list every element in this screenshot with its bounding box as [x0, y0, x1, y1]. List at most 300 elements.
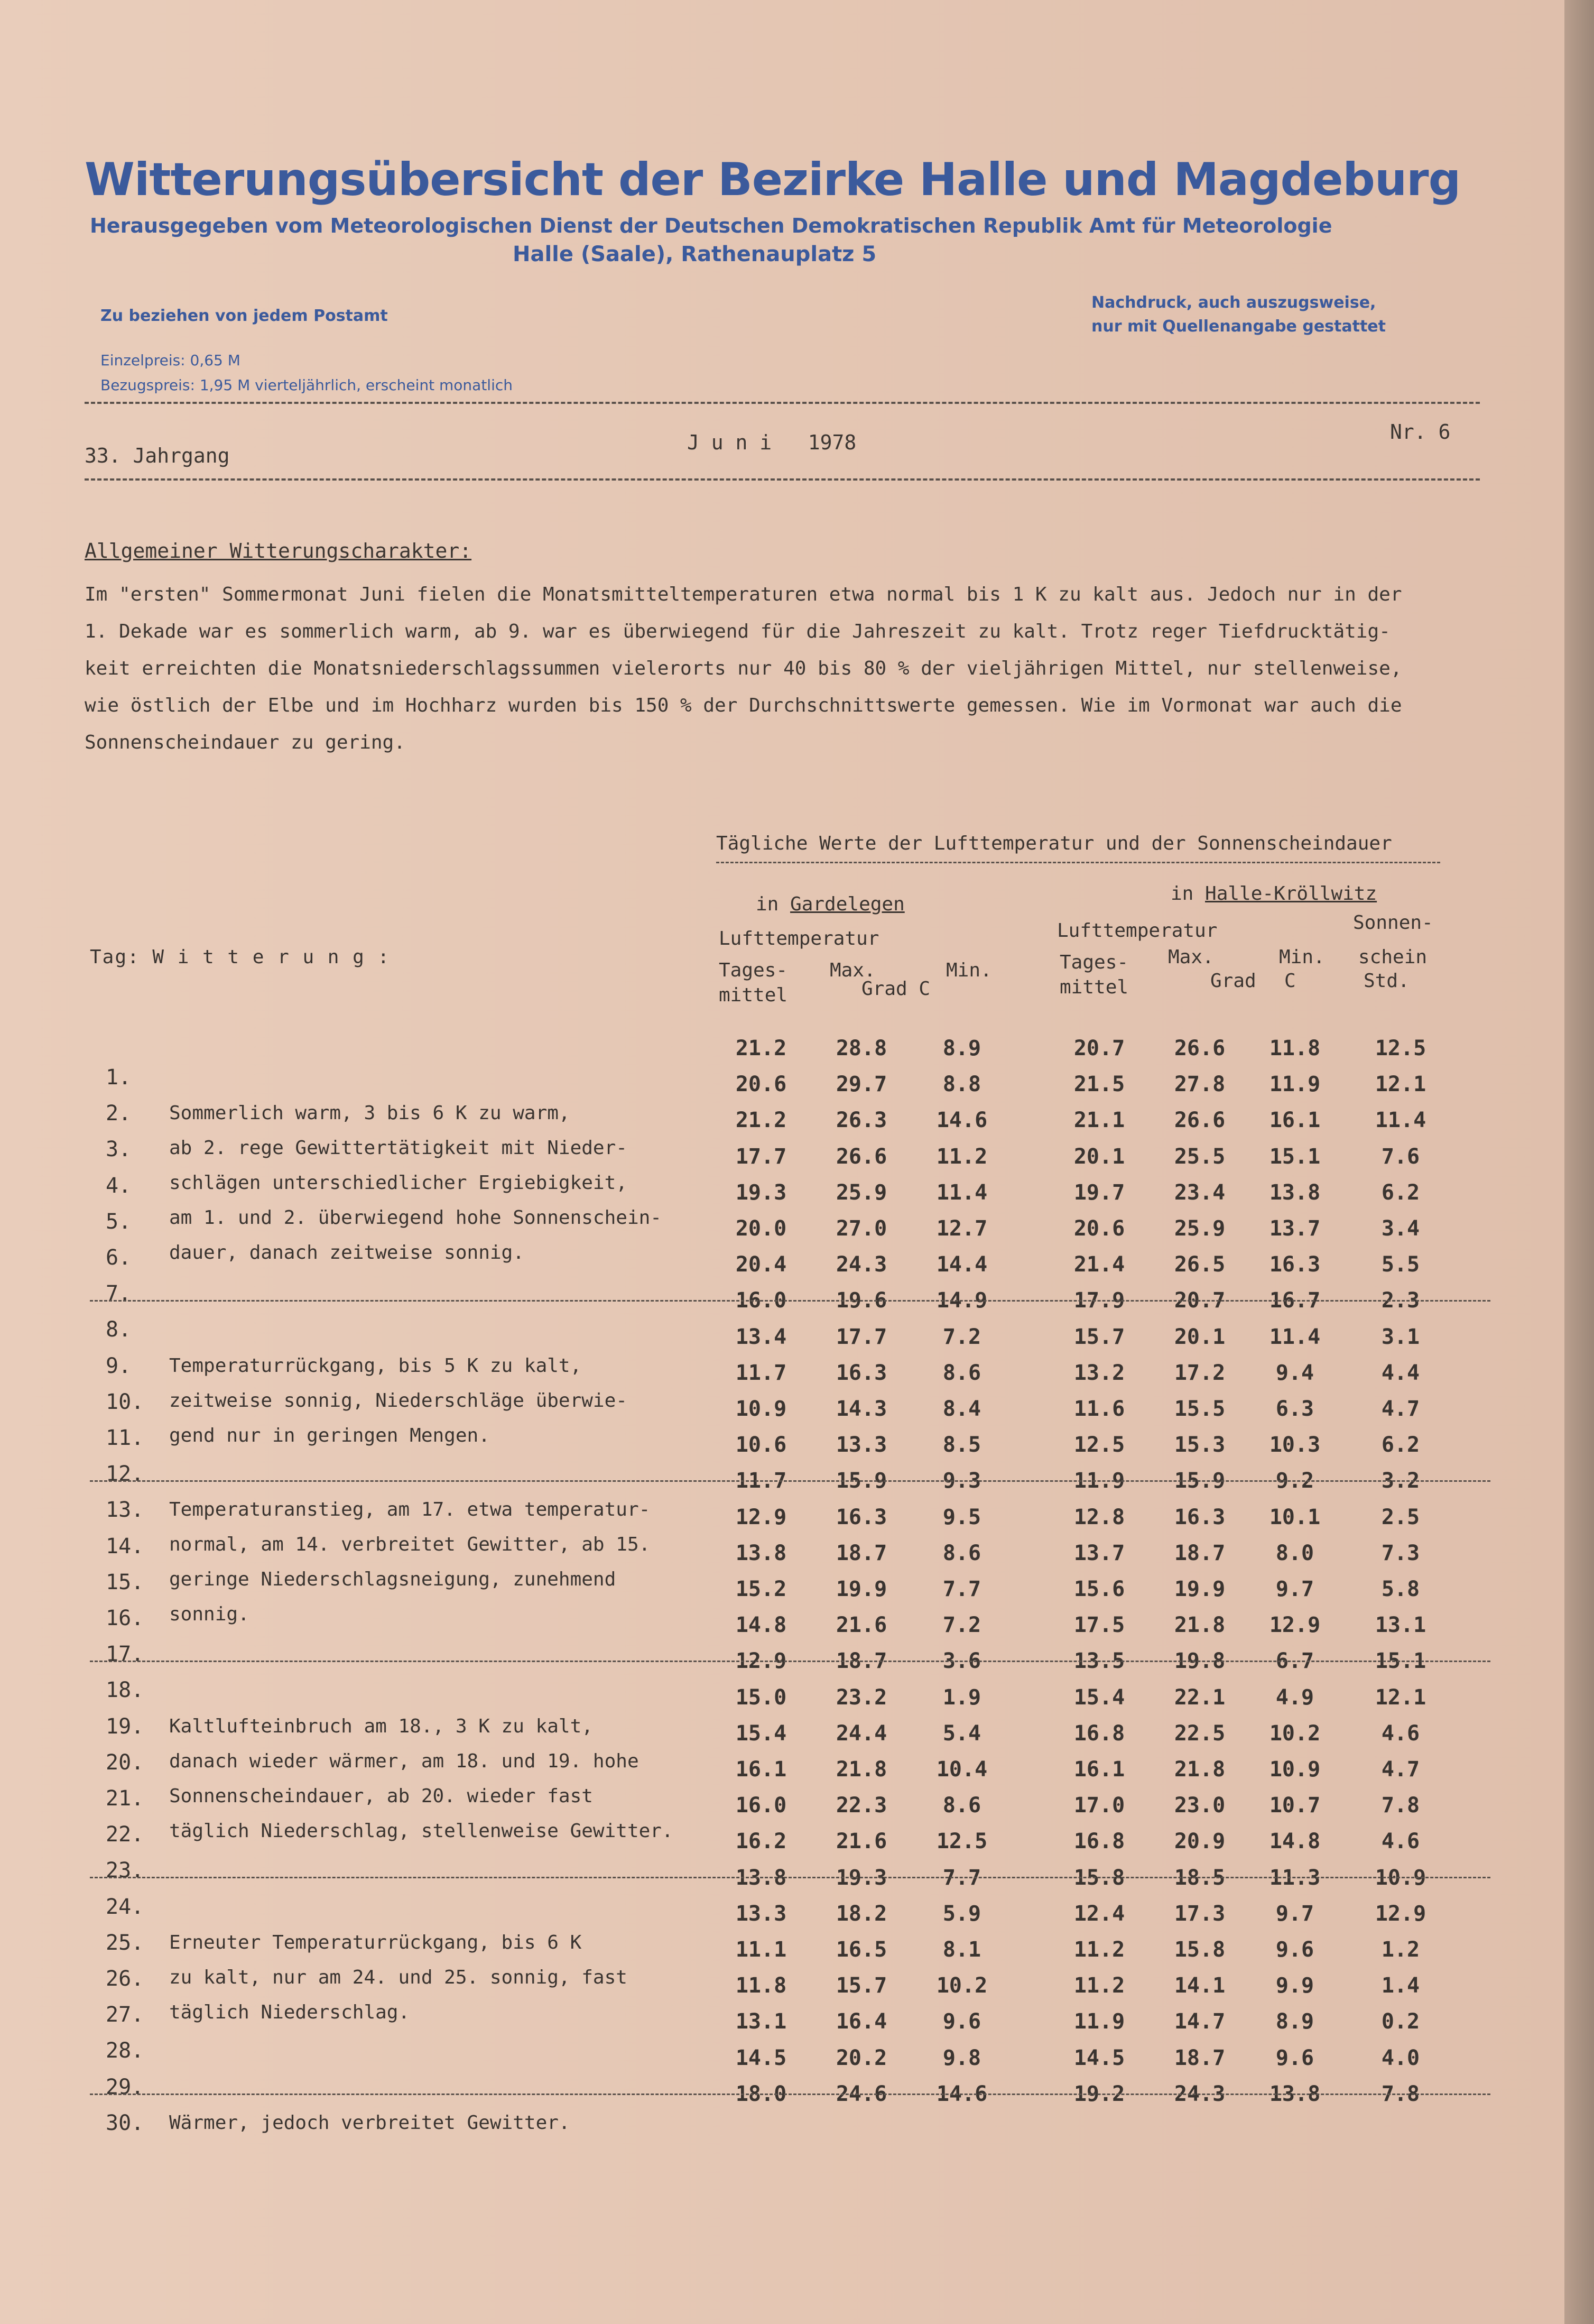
- column-day-weather: Tag: W i t t e r u n g :: [90, 946, 391, 968]
- period-description: [169, 1709, 673, 1849]
- table-cell: 29.7: [836, 1072, 887, 1097]
- general-line: wie östlich der Elbe und im Hochharz wurden bis 150 % der Durchschnittswerte gemessen. Wie im Vormonat war auch die: [85, 695, 1402, 716]
- day-number: 28.: [106, 2039, 144, 2063]
- period-separator: [90, 1661, 1490, 1662]
- table-cell: 16.3: [836, 1505, 887, 1529]
- table-cell: 16.4: [836, 2009, 887, 2034]
- day-number: 10.: [106, 1389, 144, 1414]
- table-cell: 1.2: [1381, 1938, 1420, 1962]
- table-cell: 12.4: [1073, 1901, 1125, 1926]
- table-cell: 12.5: [1375, 1036, 1426, 1060]
- table-cell: 9.8: [942, 2045, 981, 2070]
- table-cell: 18.7: [836, 1541, 887, 1565]
- table-cell: 6.2: [1381, 1433, 1420, 1458]
- table-cell: 23.4: [1174, 1180, 1226, 1205]
- table-cell: 20.9: [1174, 1829, 1226, 1854]
- table-cell: 10.3: [1269, 1433, 1321, 1458]
- price-subscription: Bezugspreis: 1,95 M vierteljährlich, erscheint monatlich: [100, 376, 513, 394]
- table-cell: 14.5: [1073, 2045, 1125, 2070]
- table-cell: 11.8: [735, 1973, 787, 1998]
- general-line: 1. Dekade war es sommerlich warm, ab 9. war es überwiegend für die Jahreszeit zu kalt. Trotz reger Tiefdrucktätig-: [85, 621, 1391, 642]
- table-cell: 15.8: [1073, 1865, 1125, 1890]
- table-cell: 9.6: [942, 2009, 981, 2034]
- table-cell: 19.8: [1174, 1649, 1226, 1674]
- table-cell: 11.3: [1269, 1865, 1321, 1890]
- table-cell: 12.5: [936, 1829, 988, 1854]
- table-cell: 20.1: [1073, 1144, 1125, 1169]
- period-line: Erneuter Temperaturrückgang, bis 6 K: [169, 1931, 582, 1953]
- table-cell: 16.2: [735, 1829, 787, 1854]
- table-cell: 20.6: [735, 1072, 787, 1097]
- table-cell: 16.8: [1073, 1721, 1125, 1746]
- h-min-a: Min.: [946, 960, 992, 981]
- table-cell: 13.2: [1073, 1360, 1125, 1385]
- table-cell: 12.1: [1375, 1072, 1426, 1097]
- table-cell: 24.6: [836, 2081, 887, 2106]
- period-description: [169, 1349, 627, 1453]
- table-cell: 17.3: [1174, 1901, 1226, 1926]
- table-cell: 15.6: [1073, 1577, 1125, 1601]
- period-line: am 1. und 2. überwiegend hohe Sonnenschein-: [169, 1207, 662, 1229]
- table-cell: 13.4: [735, 1324, 787, 1349]
- binding-edge: [1564, 0, 1594, 2324]
- table-cell: 13.8: [735, 1541, 787, 1565]
- period-separator: [90, 1480, 1490, 1482]
- table-cell: 17.7: [735, 1144, 787, 1169]
- table-cell: 18.2: [836, 1901, 887, 1926]
- table-cell: 5.9: [942, 1901, 981, 1926]
- table-cell: 5.5: [1381, 1252, 1420, 1277]
- h-grad-a: Grad C: [861, 978, 931, 1000]
- table-cell: 21.5: [1073, 1072, 1125, 1097]
- table-cell: 8.6: [942, 1793, 981, 1818]
- h-mittel-b: mittel: [1060, 976, 1129, 998]
- table-cell: 15.5: [1174, 1397, 1226, 1421]
- table-cell: 10.2: [1269, 1721, 1321, 1746]
- masthead-address: Halle (Saale), Rathenauplatz 5: [513, 242, 877, 266]
- table-cell: 10.1: [1269, 1505, 1321, 1529]
- day-number: 9.: [106, 1353, 132, 1378]
- station-gardelegen: in Gardelegen: [756, 893, 905, 915]
- table-cell: 5.8: [1381, 1577, 1420, 1601]
- table-cell: 8.0: [1275, 1541, 1314, 1565]
- table-cell: 25.9: [1174, 1216, 1226, 1241]
- table-cell: 20.4: [735, 1252, 787, 1277]
- table-cell: 23.2: [836, 1685, 887, 1710]
- table-cell: 14.4: [936, 1252, 988, 1277]
- table-cell: 0.2: [1381, 2009, 1420, 2034]
- day-number: 3.: [106, 1137, 132, 1162]
- divider-issue: [85, 478, 1480, 481]
- table-cell: 18.7: [1174, 2045, 1226, 2070]
- table-cell: 7.6: [1381, 1144, 1420, 1169]
- table-cell: 21.8: [1174, 1613, 1226, 1638]
- period-line: normal, am 14. verbreitet Gewitter, ab 15.: [169, 1534, 651, 1556]
- table-cell: 15.4: [1073, 1685, 1125, 1710]
- table-cell: 9.6: [1275, 2045, 1314, 2070]
- table-cell: 13.3: [735, 1901, 787, 1926]
- day-number: 22.: [106, 1822, 144, 1847]
- table-cell: 19.3: [836, 1865, 887, 1890]
- table-cell: 10.9: [1269, 1757, 1321, 1782]
- table-cell: 15.7: [1073, 1324, 1125, 1349]
- day-number: 18.: [106, 1678, 144, 1703]
- table-cell: 21.1: [1073, 1108, 1125, 1133]
- table-cell: 17.5: [1073, 1613, 1125, 1638]
- table-cell: 8.8: [942, 1072, 981, 1097]
- table-cell: 8.9: [1275, 2009, 1314, 2034]
- period-description: [169, 1492, 650, 1632]
- day-number: 1.: [106, 1065, 132, 1090]
- table-cell: 4.4: [1381, 1360, 1420, 1385]
- period-separator: [90, 1877, 1490, 1878]
- table-cell: 25.9: [836, 1180, 887, 1205]
- sonnen-1: Sonnen-: [1353, 912, 1433, 934]
- table-cell: 15.7: [836, 1973, 887, 1998]
- table-cell: 11.8: [1269, 1036, 1321, 1060]
- order-note: Zu beziehen von jedem Postamt: [100, 307, 388, 325]
- h-tages-b: Tages-: [1060, 952, 1129, 973]
- table-cell: 14.6: [936, 1108, 988, 1133]
- period-line: gend nur in geringen Mengen.: [169, 1424, 490, 1446]
- table-cell: 19.3: [735, 1180, 787, 1205]
- table-cell: 12.9: [1375, 1901, 1426, 1926]
- period-separator: [90, 1300, 1490, 1302]
- table-cell: 8.9: [942, 1036, 981, 1060]
- table-cell: 11.4: [1269, 1324, 1321, 1349]
- day-number: 11.: [106, 1426, 144, 1450]
- table-cell: 4.7: [1381, 1397, 1420, 1421]
- day-number: 20.: [106, 1750, 144, 1775]
- table-cell: 1.9: [942, 1685, 981, 1710]
- day-number: 16.: [106, 1606, 144, 1630]
- day-number: 6.: [106, 1246, 132, 1270]
- table-cell: 15.1: [1269, 1144, 1321, 1169]
- table-cell: 4.0: [1381, 2045, 1420, 2070]
- table-cell: 28.8: [836, 1036, 887, 1060]
- period-line: Sommerlich warm, 3 bis 6 K zu warm,: [169, 1102, 570, 1124]
- table-cell: 10.4: [936, 1757, 988, 1782]
- period-line: sonnig.: [169, 1603, 249, 1626]
- h-max-a: Max.: [830, 960, 876, 981]
- table-cell: 15.8: [1174, 1938, 1226, 1962]
- table-cell: 3.6: [942, 1649, 981, 1674]
- reprint-note-2: nur mit Quellenangabe gestattet: [1091, 317, 1386, 336]
- table-cell: 10.9: [1375, 1865, 1426, 1890]
- table-cell: 11.7: [735, 1469, 787, 1493]
- table-cell: 12.8: [1073, 1505, 1125, 1529]
- h-grad-b: Grad: [1210, 970, 1256, 992]
- table-cell: 15.0: [735, 1685, 787, 1710]
- table-cell: 24.3: [836, 1252, 887, 1277]
- table-cell: 27.8: [1174, 1072, 1226, 1097]
- table-cell: 6.2: [1381, 1180, 1420, 1205]
- table-cell: 2.5: [1381, 1505, 1420, 1529]
- table-cell: 11.2: [1073, 1938, 1125, 1962]
- table-cell: 20.2: [836, 2045, 887, 2070]
- table-cell: 1.4: [1381, 1973, 1420, 1998]
- lufttemp-b: Lufttemperatur: [1057, 920, 1218, 942]
- table-cell: 20.7: [1073, 1036, 1125, 1060]
- day-number: 26.: [106, 1967, 144, 1991]
- table-cell: 16.3: [836, 1360, 887, 1385]
- table-cell: 13.7: [1269, 1216, 1321, 1241]
- table-cell: 13.8: [1269, 2081, 1321, 2106]
- divider-top: [85, 402, 1480, 404]
- table-cell: 22.1: [1174, 1685, 1226, 1710]
- table-cell: 16.1: [1073, 1757, 1125, 1782]
- day-number: 4.: [106, 1173, 132, 1198]
- general-heading: Allgemeiner Witterungscharakter:: [85, 539, 472, 562]
- table-cell: 21.8: [1174, 1757, 1226, 1782]
- day-number: 25.: [106, 1930, 144, 1955]
- table-cell: 15.3: [1174, 1433, 1226, 1458]
- table-cell: 3.1: [1381, 1324, 1420, 1349]
- period-line: schlägen unterschiedlicher Ergiebigkeit,: [169, 1172, 627, 1194]
- period-line: geringe Niederschlagsneigung, zunehmend: [169, 1569, 616, 1591]
- table-cell: 16.8: [1073, 1829, 1125, 1854]
- day-number: 8.: [106, 1317, 132, 1342]
- table-cell: 19.7: [1073, 1180, 1125, 1205]
- table-cell: 15.2: [735, 1577, 787, 1601]
- table-cell: 22.5: [1174, 1721, 1226, 1746]
- table-cell: 23.0: [1174, 1793, 1226, 1818]
- table-cell: 14.8: [1269, 1829, 1321, 1854]
- masthead-title: Witterungsübersicht der Bezirke Halle und Magdeburg: [85, 153, 1461, 206]
- table-cell: 16.3: [1174, 1505, 1226, 1529]
- table-cell: 14.7: [1174, 2009, 1226, 2034]
- table-cell: 15.1: [1375, 1649, 1426, 1674]
- table-cell: 16.0: [735, 1793, 787, 1818]
- day-number: 23.: [106, 1858, 144, 1883]
- table-cell: 15.9: [836, 1469, 887, 1493]
- table-cell: 12.9: [1269, 1613, 1321, 1638]
- table-cell: 8.4: [942, 1397, 981, 1421]
- table-cell: 26.6: [1174, 1108, 1226, 1133]
- station-gardelegen-label: Gardelegen: [790, 893, 905, 915]
- table-cell: 26.5: [1174, 1252, 1226, 1277]
- table-cell: 21.6: [836, 1613, 887, 1638]
- table-cell: 14.5: [735, 2045, 787, 2070]
- table-cell: 3.2: [1381, 1469, 1420, 1493]
- table-cell: 16.1: [735, 1757, 787, 1782]
- table-cell: 22.3: [836, 1793, 887, 1818]
- period-separator: [90, 2094, 1490, 2095]
- station-halle-label: Halle-Kröllwitz: [1205, 883, 1377, 905]
- day-number: 5.: [106, 1209, 132, 1234]
- table-cell: 21.6: [836, 1829, 887, 1854]
- table-cell: 5.4: [942, 1721, 981, 1746]
- table-cell: 12.1: [1375, 1685, 1426, 1710]
- period-line: zeitweise sonnig, Niederschläge überwie-: [169, 1389, 627, 1412]
- lufttemp-a: Lufttemperatur: [719, 928, 879, 949]
- table-cell: 15.9: [1174, 1469, 1226, 1493]
- table-cell: 20.1: [1174, 1324, 1226, 1349]
- day-number: 7.: [106, 1281, 132, 1306]
- period-line: ab 2. rege Gewittertätigkeit mit Nieder-: [169, 1137, 627, 1159]
- table-cell: 25.5: [1174, 1144, 1226, 1169]
- table-cell: 8.1: [942, 1938, 981, 1962]
- table-cell: 17.7: [836, 1324, 887, 1349]
- table-cell: 21.2: [735, 1108, 787, 1133]
- table-cell: 19.6: [836, 1288, 887, 1313]
- table-cell: 18.7: [836, 1649, 887, 1674]
- day-number: 15.: [106, 1570, 144, 1594]
- table-cell: 12.7: [936, 1216, 988, 1241]
- table-cell: 9.7: [1275, 1577, 1314, 1601]
- table-cell: 26.6: [1174, 1036, 1226, 1060]
- table-cell: 9.4: [1275, 1360, 1314, 1385]
- table-cell: 21.2: [735, 1036, 787, 1060]
- table-cell: 2.3: [1381, 1288, 1420, 1313]
- table-cell: 13.8: [1269, 1180, 1321, 1205]
- table-cell: 21.4: [1073, 1252, 1125, 1277]
- table-cell: 16.3: [1269, 1252, 1321, 1277]
- table-cell: 16.7: [1269, 1288, 1321, 1313]
- general-line: keit erreichten die Monatsniederschlagssummen vielerorts nur 40 bis 80 % der vieljährigen Mittel, nur stellenweise,: [85, 658, 1402, 679]
- day-number: 17.: [106, 1642, 144, 1667]
- volume: 33. Jahrgang: [85, 444, 230, 467]
- table-cell: 12.5: [1073, 1433, 1125, 1458]
- table-cell: 24.3: [1174, 2081, 1226, 2106]
- table-cell: 7.8: [1381, 1793, 1420, 1818]
- table-cell: 19.9: [836, 1577, 887, 1601]
- h-min-b: Min.: [1279, 946, 1325, 968]
- table-cell: 10.2: [936, 1973, 988, 1998]
- table-cell: 17.9: [1073, 1288, 1125, 1313]
- table-cell: 11.7: [735, 1360, 787, 1385]
- table-cell: 24.4: [836, 1721, 887, 1746]
- table-cell: 14.8: [735, 1613, 787, 1638]
- table-cell: 11.2: [936, 1144, 988, 1169]
- day-number: 12.: [106, 1462, 144, 1487]
- table-cell: 7.2: [942, 1324, 981, 1349]
- h-mittel-a: mittel: [719, 984, 788, 1006]
- table-cell: 6.3: [1275, 1397, 1314, 1421]
- station-halle: in Halle-Kröllwitz: [1171, 883, 1377, 905]
- day-number: 29.: [106, 2074, 144, 2099]
- table-cell: 13.7: [1073, 1541, 1125, 1565]
- table-cell: 4.7: [1381, 1757, 1420, 1782]
- period-line: Temperaturanstieg, am 17. etwa temperatur-: [169, 1499, 651, 1521]
- day-number: 21.: [106, 1786, 144, 1811]
- table-cell: 16.5: [836, 1938, 887, 1962]
- day-number: 30.: [106, 2110, 144, 2135]
- day-number: 27.: [106, 2003, 144, 2027]
- table-cell: 9.3: [942, 1469, 981, 1493]
- general-line: Sonnenscheindauer zu gering.: [85, 732, 405, 753]
- table-cell: 7.7: [942, 1577, 981, 1601]
- table-cell: 18.7: [1174, 1541, 1226, 1565]
- period-line: zu kalt, nur am 24. und 25. sonnig, fast: [169, 1966, 627, 1988]
- period-description: [169, 1096, 662, 1270]
- table-cell: 3.4: [1381, 1216, 1420, 1241]
- table-cell: 18.5: [1174, 1865, 1226, 1890]
- table-title-rule: [716, 862, 1440, 863]
- period-line: dauer, danach zeitweise sonnig.: [169, 1242, 524, 1264]
- table-cell: 14.3: [836, 1397, 887, 1421]
- h-tages-a: Tages-: [719, 960, 788, 981]
- table-cell: 8.6: [942, 1360, 981, 1385]
- period-line: Temperaturrückgang, bis 5 K zu kalt,: [169, 1354, 582, 1377]
- table-cell: 16.0: [735, 1288, 787, 1313]
- general-line: Im "ersten" Sommermonat Juni fielen die Monatsmitteltemperaturen etwa normal bis 1 K zu kalt aus. Jedoch nur in der: [85, 584, 1402, 605]
- table-cell: 7.7: [942, 1865, 981, 1890]
- h-max-b: Max.: [1168, 946, 1214, 968]
- table-cell: 10.7: [1269, 1793, 1321, 1818]
- table-cell: 11.6: [1073, 1397, 1125, 1421]
- table-cell: 11.4: [936, 1180, 988, 1205]
- table-cell: 15.4: [735, 1721, 787, 1746]
- table-cell: 13.1: [735, 2009, 787, 2034]
- table-cell: 8.5: [942, 1433, 981, 1458]
- table-cell: 4.6: [1381, 1721, 1420, 1746]
- table-cell: 21.8: [836, 1757, 887, 1782]
- period-line: täglich Niederschlag, stellenweise Gewitter.: [169, 1820, 673, 1842]
- table-cell: 18.0: [735, 2081, 787, 2106]
- table-cell: 4.9: [1275, 1685, 1314, 1710]
- table-cell: 20.7: [1174, 1288, 1226, 1313]
- period-line: täglich Niederschlag.: [169, 2001, 410, 2023]
- day-number: 24.: [106, 1894, 144, 1919]
- h-c-b: C: [1284, 970, 1296, 992]
- table-cell: 19.2: [1073, 2081, 1125, 2106]
- table-cell: 10.9: [735, 1397, 787, 1421]
- table-cell: 12.9: [735, 1649, 787, 1674]
- table-cell: 9.6: [1275, 1938, 1314, 1962]
- general-paragraph: [85, 576, 1501, 761]
- period-line: Kaltlufteinbruch am 18., 3 K zu kalt,: [169, 1715, 593, 1737]
- table-cell: 11.1: [735, 1938, 787, 1962]
- table-cell: 9.7: [1275, 1901, 1314, 1926]
- issue-number: Nr. 6: [1390, 420, 1451, 444]
- table-cell: 11.2: [1073, 1973, 1125, 1998]
- table-cell: 26.6: [836, 1144, 887, 1169]
- table-cell: 27.0: [836, 1216, 887, 1241]
- reprint-note-1: Nachdruck, auch auszugsweise,: [1091, 293, 1376, 312]
- table-title: Tägliche Werte der Lufttemperatur und der Sonnenscheindauer: [716, 833, 1392, 854]
- table-cell: 11.9: [1073, 1469, 1125, 1493]
- table-cell: 8.6: [942, 1541, 981, 1565]
- table-cell: 14.6: [936, 2081, 988, 2106]
- table-cell: 13.3: [836, 1433, 887, 1458]
- masthead-publisher: Herausgegeben vom Meteorologischen Dienst der Deutschen Demokratischen Republik Amt für Meteorologie: [90, 214, 1332, 237]
- table-cell: 11.4: [1375, 1108, 1426, 1133]
- table-cell: 9.2: [1275, 1469, 1314, 1493]
- table-cell: 17.2: [1174, 1360, 1226, 1385]
- table-cell: 16.1: [1269, 1108, 1321, 1133]
- table-cell: 7.8: [1381, 2081, 1420, 2106]
- period-line: danach wieder wärmer, am 18. und 19. hohe: [169, 1750, 639, 1772]
- table-cell: 14.1: [1174, 1973, 1226, 1998]
- table-cell: 13.1: [1375, 1613, 1426, 1638]
- table-cell: 13.5: [1073, 1649, 1125, 1674]
- day-number: 14.: [106, 1534, 144, 1558]
- table-cell: 7.3: [1381, 1541, 1420, 1565]
- day-number: 19.: [106, 1714, 144, 1739]
- day-number: 13.: [106, 1498, 144, 1523]
- h-std: Std.: [1364, 970, 1410, 992]
- table-cell: 6.7: [1275, 1649, 1314, 1674]
- table-cell: 14.9: [936, 1288, 988, 1313]
- table-cell: 10.6: [735, 1433, 787, 1458]
- period-description: [169, 1925, 627, 2030]
- table-cell: 19.9: [1174, 1577, 1226, 1601]
- sonnen-2: schein: [1358, 946, 1428, 968]
- day-number: 2.: [106, 1101, 132, 1126]
- table-cell: 17.0: [1073, 1793, 1125, 1818]
- table-cell: 9.9: [1275, 1973, 1314, 1998]
